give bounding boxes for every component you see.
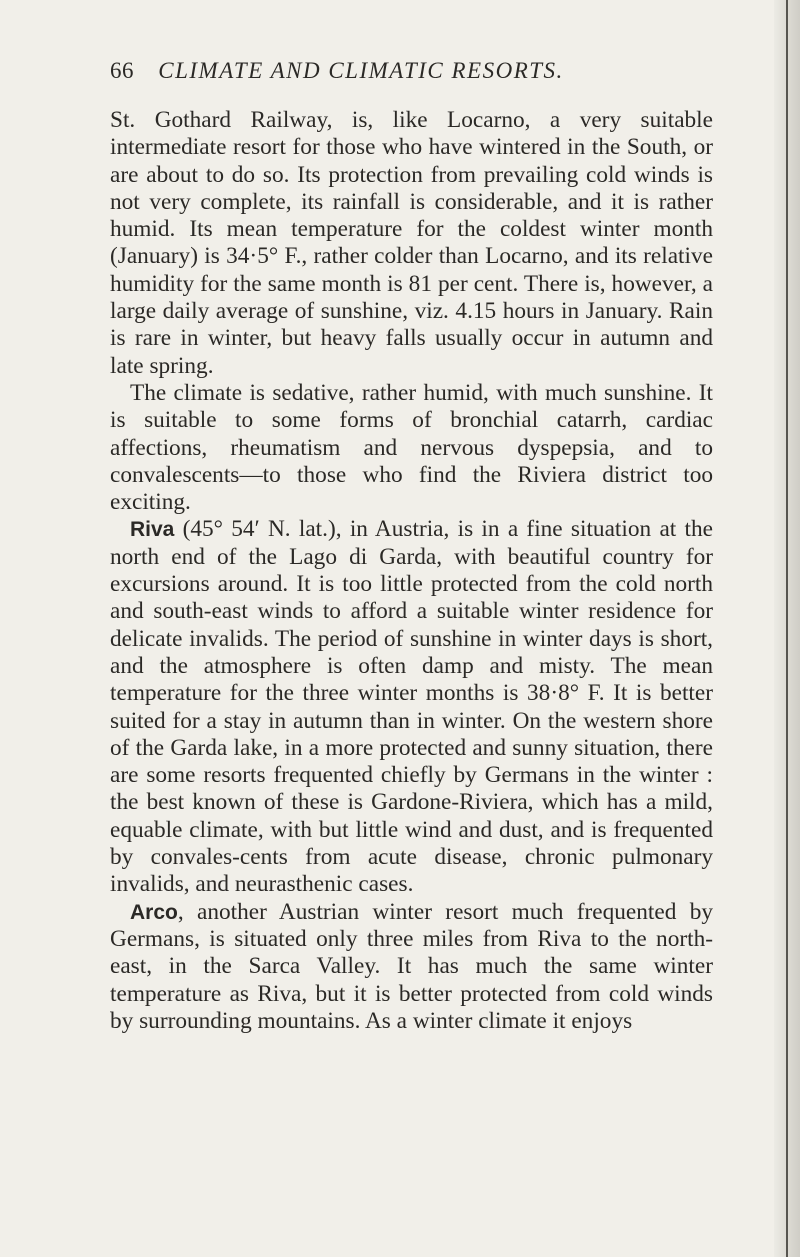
page-number: 66 — [110, 58, 134, 83]
heading-riva: Riva — [130, 518, 175, 542]
paragraph-climate-summary — [110, 380, 713, 516]
heading-arco: Arco — [130, 900, 178, 924]
paragraph-text: St. Gothard Railway, is, like Locarno, a very suitable intermediate resort for those who have wintered in the South, or are about to do so. Its protection from prevailing cold winds is not very complete, its rainfall is considerable, and it is rather humid. Its mean temperature for the coldest winter month (January) is 34·5° F., rather colder than Locarno, and its relative humidity for the same month is 81 per cent. There is, however, a large daily average of sunshine, viz. 4.15 hours in January. Rain is rare in winter, but heavy falls usually occur in autumn and late spring. — [110, 107, 713, 379]
paragraph-gothard — [110, 107, 713, 380]
paragraph-text: , another Austrian winter resort much frequented by Germans, is situated only three miles from Riva to the north-east, in the Sarca Valley. It has much the same winter temperature as Riva, but it is better protected from cold winds by surrounding mountains. As a winter climate it enjoys — [110, 898, 713, 1034]
paragraph-text: The climate is sedative, rather humid, with much sunshine. It is suitable to some forms of bronchial catarrh, cardiac affections, rheumatism and nervous dyspepsia, and to convalescents—to those who find the Riviera district too exciting. — [110, 379, 713, 516]
body-text — [110, 107, 713, 1035]
paragraph-riva — [110, 516, 713, 898]
paragraph-text: (45° 54′ N. lat.), in Austria, is in a fine situation at the north end of the Lago di Garda, with beautiful country for excursions around. It is too little protected from the cold north and south-east winds to afford a suitable winter residence for delicate invalids. The period of sunshine in winter days is short, and the atmosphere is often damp and misty. The mean temperature for the three winter months is 38·8° F. It is better suited for a stay in autumn than in winter. On the western shore of the Garda lake, in a more protected and sunny situation, there are some resorts frequented chiefly by Germans in the winter : the best known of these is Gardone-Riviera, which has a mild, equable climate, with but little wind and dust, and is frequented by convales-cents from acute disease, chronic pulmonary invalids, and neurasthenic cases. — [110, 516, 713, 898]
running-title: CLIMATE AND CLIMATIC RESORTS. — [158, 58, 564, 83]
running-header — [110, 58, 730, 84]
page-edge-line — [786, 0, 788, 1257]
paragraph-arco — [110, 899, 713, 1035]
